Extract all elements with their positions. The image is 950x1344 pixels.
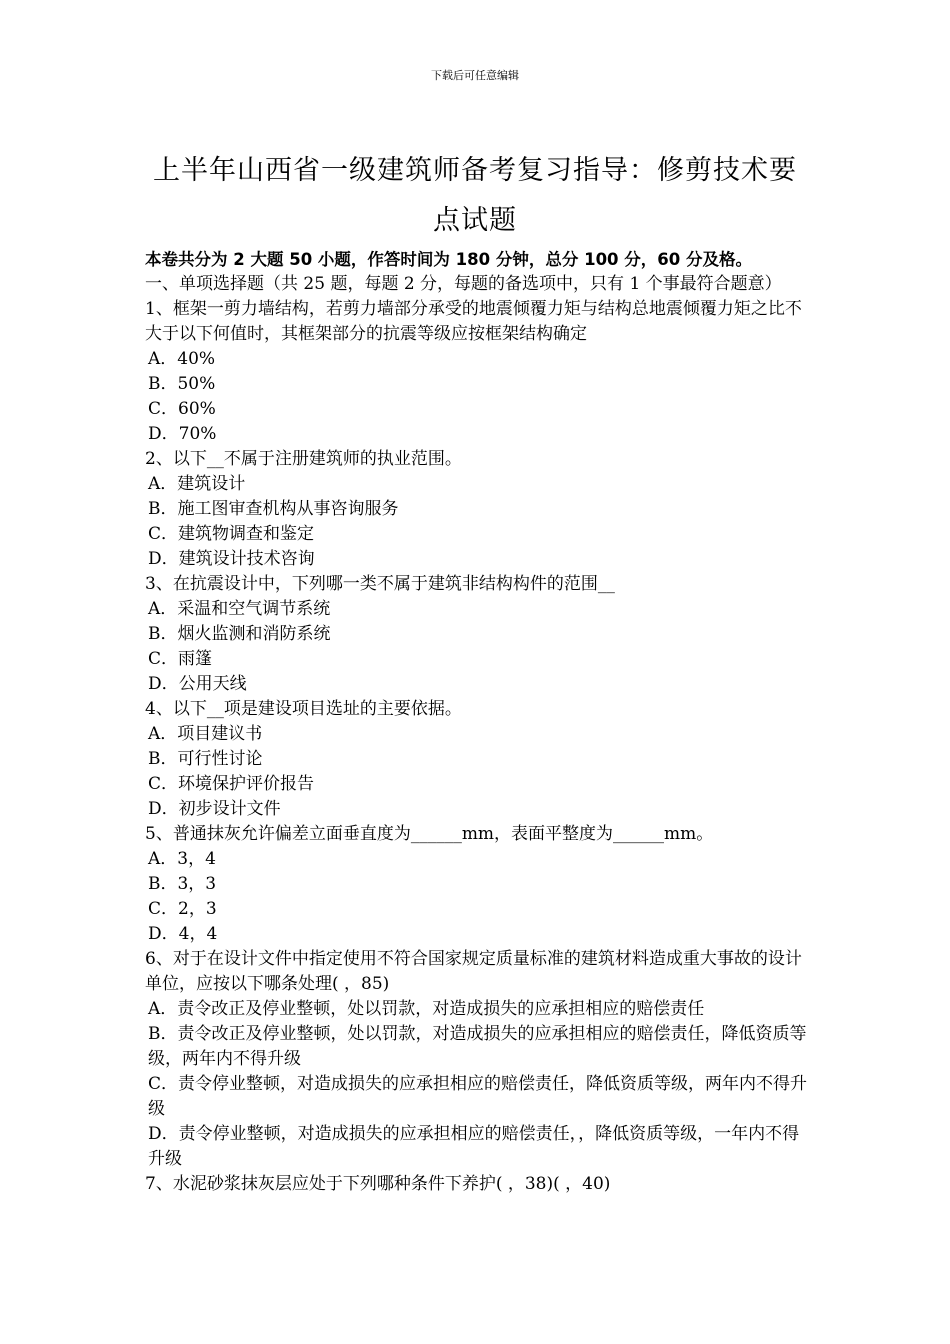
header-note: 下载后可任意编辑 xyxy=(431,69,519,82)
answer-option: C．环境保护评价报告 xyxy=(148,774,315,794)
document-body xyxy=(145,247,810,1197)
answer-option: C．60% xyxy=(148,399,216,419)
question-text: 1、框架一剪力墙结构，若剪力墙部分承受的地震倾覆力矩与结构总地震倾覆力矩之比不大于以下何值时，其框架部分的抗震等级应按框架结构确定 xyxy=(145,299,802,344)
answer-option: B．3，3 xyxy=(148,874,217,894)
answer-option: B．可行性讨论 xyxy=(148,749,263,769)
answer-option: A．3，4 xyxy=(148,849,216,869)
answer-option: B．50% xyxy=(148,374,216,394)
answer-option: D．4，4 xyxy=(148,924,218,944)
answer-option: C．雨篷 xyxy=(148,649,213,669)
exam-summary: 本卷共分为 2 大题 50 小题，作答时间为 180 分钟，总分 100 分，60 分及格。 xyxy=(145,250,752,269)
question-text: 3、在抗震设计中，下列哪一类不属于建筑非结构构件的范围__ xyxy=(145,574,615,594)
answer-option: D．70% xyxy=(148,424,217,444)
answer-option: D．建筑设计技术咨询 xyxy=(148,549,315,569)
question-text: 7、水泥砂浆抹灰层应处于下列哪种条件下养护( ，38)( ，40) xyxy=(145,1174,611,1194)
answer-option: D．公用天线 xyxy=(148,674,247,694)
answer-option: A．40% xyxy=(148,349,216,369)
answer-option: A．项目建议书 xyxy=(148,724,263,744)
section-heading: 一、单项选择题（共 25 题，每题 2 分，每题的备选项中，只有 1 个事最符合题意） xyxy=(145,274,782,294)
answer-option: A．采温和空气调节系统 xyxy=(148,599,331,619)
answer-option: B．烟火监测和消防系统 xyxy=(148,624,331,644)
answer-option: D．初步设计文件 xyxy=(148,799,281,819)
question-text: 2、以下__不属于注册建筑师的执业范围。 xyxy=(145,449,462,469)
page-title: 上半年山西省一级建筑师备考复习指导：修剪技术要点试题 xyxy=(153,155,797,236)
answer-option: B．责令改正及停业整顿，处以罚款，对造成损失的应承担相应的赔偿责任，降低资质等级，两年内不得升级 xyxy=(148,1024,807,1069)
answer-option: B．施工图审查机构从事咨询服务 xyxy=(148,499,399,519)
question-text: 4、以下__项是建设项目选址的主要依据。 xyxy=(145,699,462,719)
question-text: 6、对于在设计文件中指定使用不符合国家规定质量标准的建筑材料造成重大事故的设计单位，应按以下哪条处理( ，85) xyxy=(145,949,802,994)
answer-option: C．责令停业整顿，对造成损失的应承担相应的赔偿责任，降低资质等级，两年内不得升级 xyxy=(148,1074,808,1119)
answer-option: C．2，3 xyxy=(148,899,217,919)
answer-option: A．责令改正及停业整顿，处以罚款，对造成损失的应承担相应的赔偿责任 xyxy=(148,999,705,1019)
question-text: 5、普通抹灰允许偏差立面垂直度为______mm，表面平整度为______mm。 xyxy=(145,824,714,844)
answer-option: A．建筑设计 xyxy=(148,474,246,494)
answer-option: C．建筑物调查和鉴定 xyxy=(148,524,315,544)
answer-option: D．责令停业整顿，对造成损失的应承担相应的赔偿责任，，降低资质等级，一年内不得升级 xyxy=(148,1124,800,1169)
